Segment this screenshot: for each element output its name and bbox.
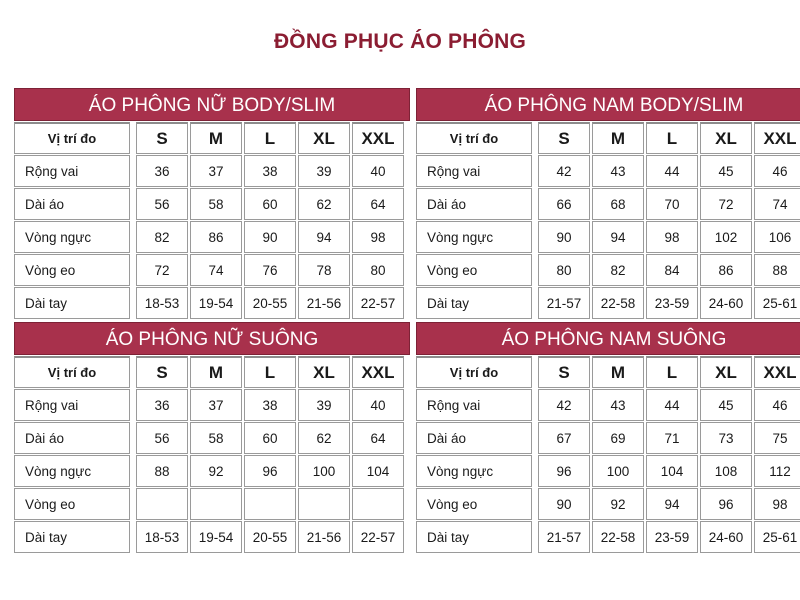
row-label: Dài tay [416, 521, 532, 553]
row-label: Vòng ngực [14, 455, 130, 487]
table-cell: 23-59 [646, 521, 698, 553]
table-cell [298, 488, 350, 520]
table-cell [136, 488, 188, 520]
table-cell: 82 [592, 254, 644, 286]
table-cell: 22-57 [352, 521, 404, 553]
table-cell: 37 [190, 389, 242, 421]
size-grid [14, 122, 410, 319]
size-grid [416, 122, 800, 319]
table-cell: 66 [538, 188, 590, 220]
table-cell: 45 [700, 155, 752, 187]
table-cell: 44 [646, 155, 698, 187]
table-cell: 112 [754, 455, 800, 487]
row-label: Rộng vai [14, 155, 130, 187]
column-header-size: XL [298, 356, 350, 388]
table-cell: 22-57 [352, 287, 404, 319]
table-header-row [416, 122, 800, 154]
table-cell: 106 [754, 221, 800, 253]
table-cell: 36 [136, 389, 188, 421]
table-cell: 37 [190, 155, 242, 187]
column-header-measurement: Vị trí đo [416, 122, 532, 154]
column-header-size: M [190, 356, 242, 388]
table-row [14, 287, 410, 319]
table-header-row [14, 356, 410, 388]
table-cell: 98 [352, 221, 404, 253]
row-label: Vòng eo [416, 488, 532, 520]
column-header-size: S [538, 122, 590, 154]
row-label: Vòng eo [416, 254, 532, 286]
table-row [14, 422, 410, 454]
table-cell: 56 [136, 422, 188, 454]
table-row [14, 521, 410, 553]
table-mens-loose [416, 322, 800, 554]
page-title: ĐỒNG PHỤC ÁO PHÔNG [273, 30, 527, 53]
column-header-size: M [592, 122, 644, 154]
table-cell: 90 [244, 221, 296, 253]
table-cell: 43 [592, 155, 644, 187]
table-row [14, 221, 410, 253]
column-header-size: S [136, 356, 188, 388]
table-row [14, 389, 410, 421]
table-cell: 42 [538, 389, 590, 421]
row-label: Dài áo [14, 188, 130, 220]
table-cell: 21-56 [298, 521, 350, 553]
table-cell: 18-53 [136, 521, 188, 553]
table-cell: 25-61 [754, 287, 800, 319]
table-cell: 82 [136, 221, 188, 253]
row-label: Dài tay [14, 287, 130, 319]
column-header-size: XL [700, 122, 752, 154]
table-cell: 68 [592, 188, 644, 220]
table-cell: 19-54 [190, 521, 242, 553]
table-cell: 94 [592, 221, 644, 253]
table-row [416, 422, 800, 454]
table-cell: 86 [190, 221, 242, 253]
table-cell: 58 [190, 188, 242, 220]
table-cell: 21-57 [538, 521, 590, 553]
table-cell: 42 [538, 155, 590, 187]
row-label: Vòng eo [14, 488, 130, 520]
table-cell: 69 [592, 422, 644, 454]
column-header-size: XXL [754, 356, 800, 388]
table-cell: 70 [646, 188, 698, 220]
row-label: Dài áo [14, 422, 130, 454]
size-grid [14, 356, 410, 553]
table-cell: 38 [244, 389, 296, 421]
table-cell: 94 [298, 221, 350, 253]
table-row [14, 188, 410, 220]
table-cell: 100 [592, 455, 644, 487]
table-cell: 100 [298, 455, 350, 487]
table-cell: 20-55 [244, 287, 296, 319]
table-cell: 84 [646, 254, 698, 286]
table-cell: 39 [298, 389, 350, 421]
table-cell: 23-59 [646, 287, 698, 319]
table-row [14, 254, 410, 286]
table-cell: 44 [646, 389, 698, 421]
table-cell: 64 [352, 188, 404, 220]
table-cell: 96 [538, 455, 590, 487]
column-header-size: XXL [352, 356, 404, 388]
table-cell: 104 [646, 455, 698, 487]
table-header-row [14, 122, 410, 154]
column-header-size: S [136, 122, 188, 154]
table-cell: 43 [592, 389, 644, 421]
table-cell: 56 [136, 188, 188, 220]
table-cell: 90 [538, 221, 590, 253]
table-row [416, 155, 800, 187]
table-cell: 96 [700, 488, 752, 520]
table-row [416, 221, 800, 253]
column-header-size: L [244, 356, 296, 388]
table-cell: 62 [298, 422, 350, 454]
row-label: Dài áo [416, 188, 532, 220]
row-label: Rộng vai [14, 389, 130, 421]
column-header-size: XXL [352, 122, 404, 154]
table-heading: ÁO PHÔNG NỮ SUÔNG [14, 322, 410, 355]
table-cell: 22-58 [592, 521, 644, 553]
table-cell: 64 [352, 422, 404, 454]
table-cell: 104 [352, 455, 404, 487]
column-header-measurement: Vị trí đo [14, 356, 130, 388]
table-row [14, 488, 410, 520]
table-row [416, 254, 800, 286]
row-label: Vòng ngực [14, 221, 130, 253]
table-row [416, 389, 800, 421]
table-cell: 96 [244, 455, 296, 487]
table-cell: 38 [244, 155, 296, 187]
row-label: Vòng ngực [416, 455, 532, 487]
table-cell: 19-54 [190, 287, 242, 319]
row-label: Rộng vai [416, 389, 532, 421]
column-header-size: S [538, 356, 590, 388]
table-cell: 72 [700, 188, 752, 220]
table-cell: 80 [538, 254, 590, 286]
table-row [416, 287, 800, 319]
table-cell [244, 488, 296, 520]
table-cell: 46 [754, 155, 800, 187]
column-header-size: L [244, 122, 296, 154]
table-cell: 40 [352, 389, 404, 421]
table-cell: 76 [244, 254, 296, 286]
table-cell: 108 [700, 455, 752, 487]
table-row [416, 455, 800, 487]
table-cell: 45 [700, 389, 752, 421]
table-cell: 73 [700, 422, 752, 454]
table-cell: 24-60 [700, 287, 752, 319]
table-cell: 20-55 [244, 521, 296, 553]
column-header-size: L [646, 122, 698, 154]
table-cell: 92 [592, 488, 644, 520]
column-header-measurement: Vị trí đo [416, 356, 532, 388]
table-cell: 86 [700, 254, 752, 286]
table-cell: 74 [190, 254, 242, 286]
column-header-size: XXL [754, 122, 800, 154]
row-label: Vòng eo [14, 254, 130, 286]
table-cell: 36 [136, 155, 188, 187]
table-cell: 90 [538, 488, 590, 520]
table-cell: 21-56 [298, 287, 350, 319]
table-cell: 72 [136, 254, 188, 286]
table-row [14, 155, 410, 187]
row-label: Rộng vai [416, 155, 532, 187]
table-cell: 22-58 [592, 287, 644, 319]
table-row [416, 188, 800, 220]
table-row [416, 521, 800, 553]
table-heading: ÁO PHÔNG NAM BODY/SLIM [416, 88, 800, 121]
size-grid [416, 356, 800, 553]
table-cell: 67 [538, 422, 590, 454]
table-cell: 71 [646, 422, 698, 454]
table-row [14, 455, 410, 487]
table-cell: 18-53 [136, 287, 188, 319]
row-label: Vòng ngực [416, 221, 532, 253]
table-cell: 98 [754, 488, 800, 520]
table-heading: ÁO PHÔNG NAM SUÔNG [416, 322, 800, 355]
table-cell: 25-61 [754, 521, 800, 553]
table-cell: 58 [190, 422, 242, 454]
table-cell [190, 488, 242, 520]
column-header-size: L [646, 356, 698, 388]
table-cell: 21-57 [538, 287, 590, 319]
table-cell: 39 [298, 155, 350, 187]
table-cell: 60 [244, 422, 296, 454]
row-label: Dài áo [416, 422, 532, 454]
table-womens-loose [14, 322, 410, 554]
column-header-size: M [592, 356, 644, 388]
table-cell: 74 [754, 188, 800, 220]
table-cell: 60 [244, 188, 296, 220]
table-heading: ÁO PHÔNG NỮ BODY/SLIM [14, 88, 410, 121]
table-cell: 80 [352, 254, 404, 286]
table-header-row [416, 356, 800, 388]
table-cell: 46 [754, 389, 800, 421]
table-mens-body-slim [416, 88, 800, 320]
column-header-measurement: Vị trí đo [14, 122, 130, 154]
table-cell: 75 [754, 422, 800, 454]
column-header-size: M [190, 122, 242, 154]
table-cell: 24-60 [700, 521, 752, 553]
column-header-size: XL [298, 122, 350, 154]
table-womens-body-slim [14, 88, 410, 320]
column-header-size: XL [700, 356, 752, 388]
table-cell: 88 [754, 254, 800, 286]
table-cell: 94 [646, 488, 698, 520]
table-cell [352, 488, 404, 520]
table-cell: 98 [646, 221, 698, 253]
row-label: Dài tay [416, 287, 532, 319]
table-cell: 40 [352, 155, 404, 187]
table-cell: 102 [700, 221, 752, 253]
table-cell: 92 [190, 455, 242, 487]
row-label: Dài tay [14, 521, 130, 553]
table-cell: 78 [298, 254, 350, 286]
table-cell: 88 [136, 455, 188, 487]
table-cell: 62 [298, 188, 350, 220]
table-row [416, 488, 800, 520]
